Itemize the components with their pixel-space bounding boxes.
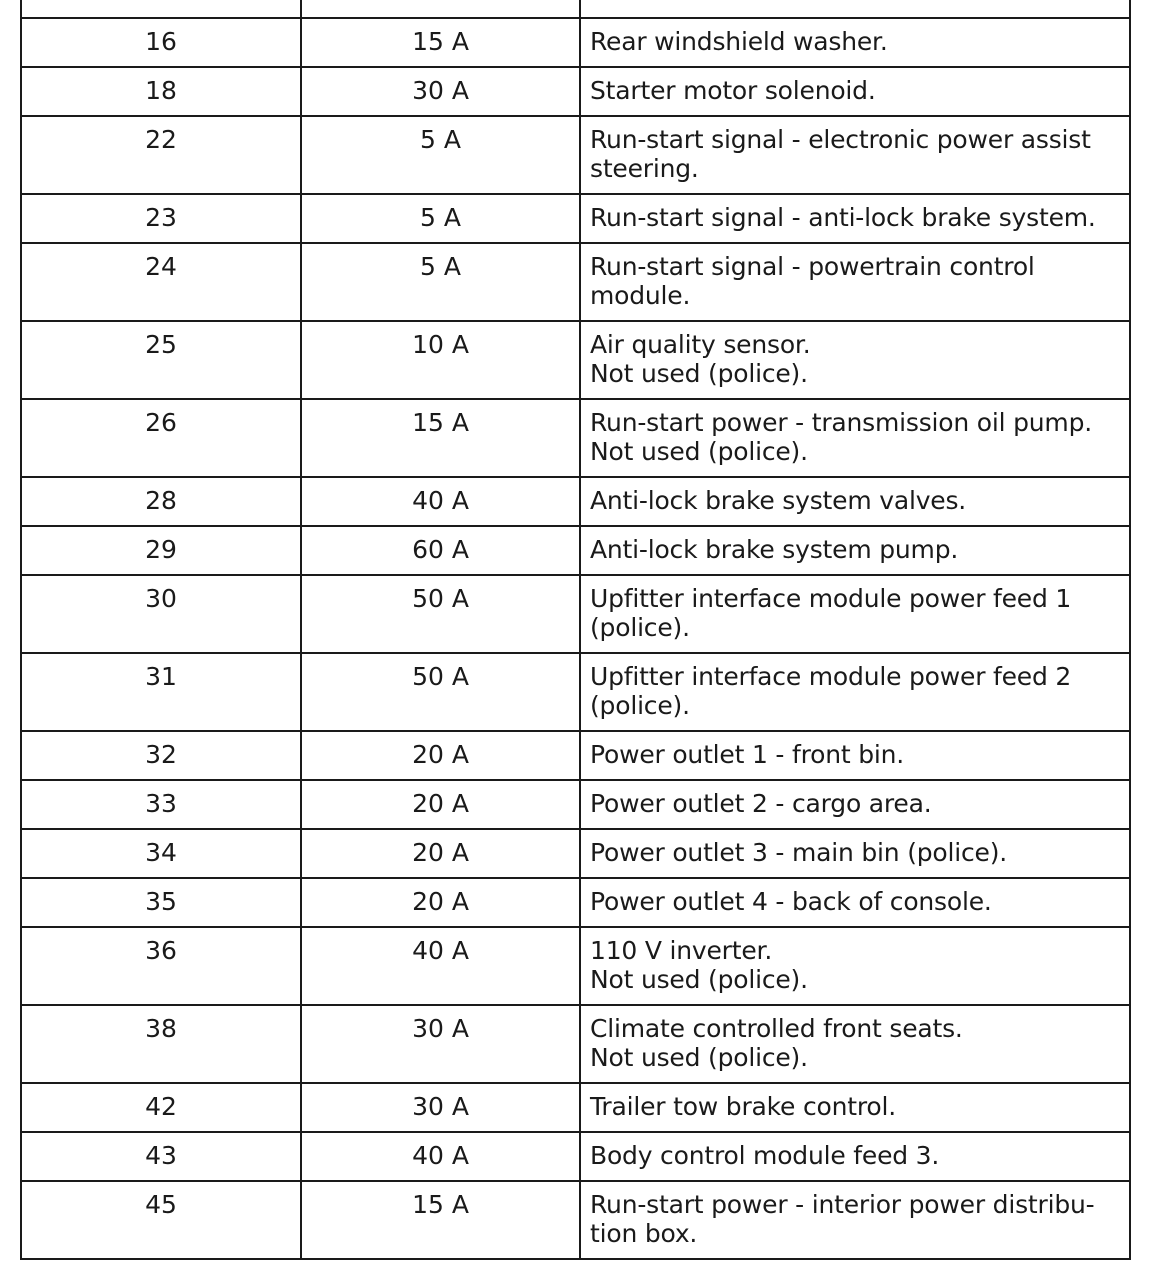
- fuse-number-cell: 29: [21, 526, 301, 575]
- fuse-rating-cell: 40 A: [301, 477, 580, 526]
- table-row: [21, 526, 1130, 575]
- table-row: [21, 575, 1130, 653]
- fuse-number-cell: 32: [21, 731, 301, 780]
- protected-components-cell: [580, 1005, 1130, 1083]
- table-row: [21, 477, 1130, 526]
- protected-components-cell: [580, 399, 1130, 477]
- description-line: Upfitter interface module power feed 1: [590, 584, 1072, 613]
- fuse-rating-cell: 10 A: [301, 321, 580, 399]
- table-row: [21, 0, 1130, 18]
- description-line: Air quality sensor.: [590, 330, 811, 359]
- description-line: Starter motor solenoid.: [590, 76, 876, 105]
- protected-components-cell: [580, 116, 1130, 194]
- table-row: [21, 829, 1130, 878]
- fuse-rating-cell: 5 A: [301, 194, 580, 243]
- table-row: [21, 1083, 1130, 1132]
- fuse-rating-cell: 30 A: [301, 67, 580, 116]
- fuse-number-cell: 16: [21, 18, 301, 67]
- fuse-number-cell: 25: [21, 321, 301, 399]
- protected-components-cell: [580, 526, 1130, 575]
- table-row: [21, 1132, 1130, 1181]
- fuse-number-cell: 43: [21, 1132, 301, 1181]
- table-row: [21, 1181, 1130, 1259]
- table-row: [21, 780, 1130, 829]
- description-line: Anti-lock brake system valves.: [590, 486, 967, 515]
- description-line: Anti-lock brake system pump.: [590, 535, 959, 564]
- description-line: Climate controlled front seats.: [590, 1014, 963, 1043]
- fuse-rating-cell: 40 A: [301, 927, 580, 1005]
- fuse-number-cell: 23: [21, 194, 301, 243]
- protected-components-cell: [580, 927, 1130, 1005]
- protected-components-cell: [580, 1132, 1130, 1181]
- table-row: [21, 18, 1130, 67]
- table-row: [21, 1005, 1130, 1083]
- table-row: [21, 321, 1130, 399]
- fuse-rating-cell: 50 A: [301, 653, 580, 731]
- description-line: Power outlet 1 - front bin.: [590, 740, 904, 769]
- protected-components-cell: [580, 18, 1130, 67]
- fuse-rating-cell: 60 A: [301, 526, 580, 575]
- description-line: Power outlet 2 - cargo area.: [590, 789, 932, 818]
- description-line: Run-start power - interior power distribu-: [590, 1190, 1095, 1219]
- description-line: Run-start power - transmission oil pump.: [590, 408, 1092, 437]
- fuse-rating-cell: 5 A: [301, 116, 580, 194]
- table-row: [21, 927, 1130, 1005]
- description-line: 110 V inverter.: [590, 936, 773, 965]
- table-row: [21, 653, 1130, 731]
- fuse-rating-cell: 20 A: [301, 878, 580, 927]
- description-line: Rear windshield washer.: [590, 27, 888, 56]
- fuse-number-cell: 45: [21, 1181, 301, 1259]
- protected-components-cell: [580, 653, 1130, 731]
- fuse-rating-cell: 20 A: [301, 829, 580, 878]
- fuse-rating-cell: 30 A: [301, 1083, 580, 1132]
- description-line: (police).: [590, 691, 690, 720]
- description-line: module.: [590, 281, 691, 310]
- fuse-number-cell: 34: [21, 829, 301, 878]
- description-line: Run-start signal - electronic power assist: [590, 125, 1091, 154]
- description-line: Power outlet 4 - back of console.: [590, 887, 992, 916]
- description-line: steering.: [590, 154, 699, 183]
- protected-components-cell: [580, 1083, 1130, 1132]
- description-line: Power outlet 3 - main bin (police).: [590, 838, 1008, 867]
- fuse-rating-cell: 50 A: [301, 575, 580, 653]
- description-line: Not used (police).: [590, 1043, 808, 1072]
- protected-components-cell: [580, 243, 1130, 321]
- protected-components-cell: [580, 780, 1130, 829]
- protected-components-cell: [580, 829, 1130, 878]
- description-line: Body control module feed 3.: [590, 1141, 940, 1170]
- table-row: [21, 399, 1130, 477]
- protected-components-cell: [580, 67, 1130, 116]
- fuse-number-cell: 28: [21, 477, 301, 526]
- fuse-rating-cell: 5 A: [301, 243, 580, 321]
- fuse-rating-cell: 15 A: [301, 18, 580, 67]
- fuse-rating-cell: 20 A: [301, 731, 580, 780]
- table-row: [21, 243, 1130, 321]
- fuse-number-cell: 33: [21, 780, 301, 829]
- table-row: [21, 116, 1130, 194]
- fuse-number-cell: 38: [21, 1005, 301, 1083]
- protected-components-cell: [580, 321, 1130, 399]
- table-row: [21, 878, 1130, 927]
- fuse-number-cell: 24: [21, 243, 301, 321]
- fuse-table: [20, 0, 1131, 1260]
- fuse-rating-cell: 15 A: [301, 1181, 580, 1259]
- table-row: [21, 67, 1130, 116]
- protected-components-cell: [580, 878, 1130, 927]
- description-line: Not used (police).: [590, 965, 808, 994]
- description-line: Trailer tow brake control.: [590, 1092, 896, 1121]
- fuse-rating-cell: 15 A: [301, 399, 580, 477]
- fuse-rating-cell: 20 A: [301, 780, 580, 829]
- fuse-number-cell: 18: [21, 67, 301, 116]
- protected-components-cell: [580, 1181, 1130, 1259]
- description-line: Upfitter interface module power feed 2: [590, 662, 1072, 691]
- table-row: [21, 731, 1130, 780]
- description-line: Not used (police).: [590, 359, 808, 388]
- fuse-number-cell: [21, 0, 301, 18]
- fuse-table-body: [21, 0, 1130, 1259]
- fuse-number-cell: 26: [21, 399, 301, 477]
- fuse-number-cell: 42: [21, 1083, 301, 1132]
- fuse-rating-cell: [301, 0, 580, 18]
- fuse-number-cell: 22: [21, 116, 301, 194]
- protected-components-cell: [580, 477, 1130, 526]
- fuse-number-cell: 35: [21, 878, 301, 927]
- fuse-rating-cell: 40 A: [301, 1132, 580, 1181]
- protected-components-cell: [580, 575, 1130, 653]
- table-row: [21, 194, 1130, 243]
- description-line: Run-start signal - anti-lock brake system.: [590, 203, 1096, 232]
- fuse-number-cell: 31: [21, 653, 301, 731]
- protected-components-cell: [580, 0, 1130, 18]
- protected-components-cell: [580, 194, 1130, 243]
- fuse-number-cell: 30: [21, 575, 301, 653]
- fuse-number-cell: 36: [21, 927, 301, 1005]
- description-line: Not used (police).: [590, 437, 808, 466]
- description-line: tion box.: [590, 1219, 698, 1248]
- fuse-rating-cell: 30 A: [301, 1005, 580, 1083]
- description-line: (police).: [590, 613, 690, 642]
- description-line: Run-start signal - powertrain control: [590, 252, 1035, 281]
- protected-components-cell: [580, 731, 1130, 780]
